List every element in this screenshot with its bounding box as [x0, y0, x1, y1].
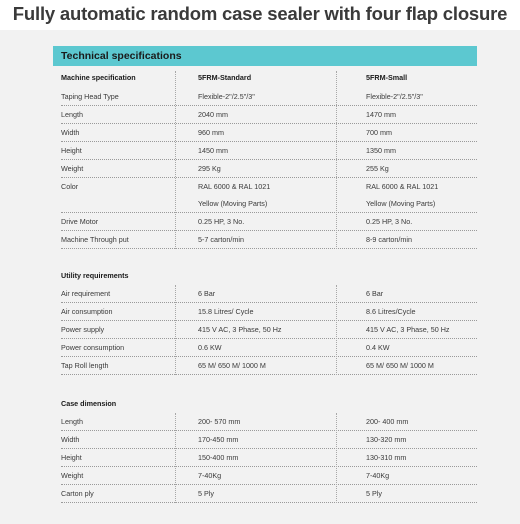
value-line: Flexible-2"/2.5"/3" [366, 92, 423, 101]
spec-label: Air consumption [61, 307, 113, 316]
standard-value [198, 321, 282, 338]
column-divider [336, 413, 337, 503]
table-row [61, 213, 477, 231]
value-line: 65 M/ 650 M/ 1000 M [198, 361, 266, 370]
column-divider [175, 285, 176, 375]
standard-value [198, 413, 240, 430]
value-line: 130-320 mm [366, 435, 407, 444]
value-line: 5 Ply [198, 489, 214, 498]
value-line: 8.6 Litres/Cycle [366, 307, 416, 316]
value-line: 700 mm [366, 128, 392, 137]
small-value [366, 285, 383, 302]
value-line: 15.8 Litres/ Cycle [198, 307, 254, 316]
spec-label: Width [61, 128, 80, 137]
small-value [366, 213, 412, 230]
small-value [366, 231, 412, 248]
spec-label: Taping Head Type [61, 92, 119, 101]
small-value [366, 467, 389, 484]
standard-value [198, 88, 255, 105]
spec-label: Power consumption [61, 343, 125, 352]
table-row [61, 142, 477, 160]
value-line: 415 V AC, 3 Phase, 50 Hz [366, 325, 450, 334]
value-line: 295 Kg [198, 164, 221, 173]
value-line: 6 Bar [366, 289, 384, 298]
small-value [366, 431, 406, 448]
table-row [61, 106, 477, 124]
value-line: 130-310 mm [366, 453, 407, 462]
value-line: 0.6 KW [198, 343, 222, 352]
table-row [61, 231, 477, 249]
spec-label: Height [61, 146, 82, 155]
value-line: Yellow (Moving Parts) [198, 199, 268, 208]
table-row [61, 357, 477, 375]
spec-label: Weight [61, 164, 84, 173]
small-value [366, 160, 389, 177]
column-divider [336, 71, 337, 249]
standard-value [198, 160, 221, 177]
standard-value [198, 231, 244, 248]
spec-label: Air requirement [61, 289, 111, 298]
standard-value [198, 431, 238, 448]
standard-value [198, 449, 238, 466]
section-title-case: Case dimension [61, 399, 117, 408]
value-line: 1450 mm [198, 146, 228, 155]
spec-label: Width [61, 435, 80, 444]
table-row [61, 339, 477, 357]
column-divider [175, 413, 176, 503]
table-row [61, 413, 477, 431]
section-title-utility: Utility requirements [61, 271, 129, 280]
table-row [61, 124, 477, 142]
table-row [61, 178, 477, 213]
value-line: 415 V AC, 3 Phase, 50 Hz [198, 325, 282, 334]
spec-label: Drive Motor [61, 217, 99, 226]
small-value [366, 124, 392, 141]
small-value [366, 88, 423, 105]
standard-value [198, 124, 224, 141]
standard-value [198, 339, 222, 356]
standard-value [198, 106, 228, 123]
value-line: 200- 570 mm [198, 417, 241, 426]
value-line: 7-40Kg [366, 471, 390, 480]
page-title: Fully automatic random case sealer with four flap closure [0, 0, 520, 30]
small-value [366, 357, 434, 374]
spec-label: Length [61, 417, 83, 426]
table-row [61, 88, 477, 106]
table-row [61, 467, 477, 485]
small-value [366, 321, 450, 338]
value-line: 0.25 HP, 3 No. [366, 217, 413, 226]
spec-header-title: Technical specifications [61, 50, 182, 62]
value-line: 5 Ply [366, 489, 382, 498]
spec-label: Power supply [61, 325, 105, 334]
value-line: RAL 6000 & RAL 1021 [366, 182, 439, 191]
value-line: Flexible-2"/2.5"/3" [198, 92, 255, 101]
value-line: 0.4 KW [366, 343, 390, 352]
value-line: 7-40Kg [198, 471, 222, 480]
table-row [61, 285, 477, 303]
spec-label: Height [61, 453, 82, 462]
column-header-small: 5FRM-Small [366, 73, 408, 82]
table-row [61, 485, 477, 503]
value-line: 960 mm [198, 128, 224, 137]
spec-label: Carton ply [61, 489, 94, 498]
small-value [366, 178, 438, 212]
table-row [61, 431, 477, 449]
table-row [61, 449, 477, 467]
spec-label: Tap Roll length [61, 361, 109, 370]
standard-value [198, 213, 244, 230]
column-divider [175, 71, 176, 249]
small-value [366, 106, 396, 123]
value-line: 200- 400 mm [366, 417, 409, 426]
table-row [61, 160, 477, 178]
spec-label: Weight [61, 471, 84, 480]
value-line: 2040 mm [198, 110, 228, 119]
small-value [366, 303, 416, 320]
standard-value [198, 285, 215, 302]
standard-value [198, 303, 254, 320]
value-line: Yellow (Moving Parts) [366, 199, 436, 208]
table-row [61, 303, 477, 321]
value-line: 65 M/ 650 M/ 1000 M [366, 361, 434, 370]
value-line: 6 Bar [198, 289, 216, 298]
value-line: 150-400 mm [198, 453, 239, 462]
value-line: 5-7 carton/min [198, 235, 244, 244]
value-line: 1470 mm [366, 110, 396, 119]
spec-label: Machine Through put [61, 235, 129, 244]
standard-value [198, 357, 266, 374]
small-value [366, 485, 382, 502]
small-value [366, 449, 406, 466]
value-line: RAL 6000 & RAL 1021 [198, 182, 271, 191]
small-value [366, 339, 390, 356]
value-line: 255 Kg [366, 164, 389, 173]
standard-value [198, 178, 270, 212]
small-value [366, 413, 408, 430]
table-row [61, 321, 477, 339]
spec-label: Color [61, 182, 79, 191]
standard-value [198, 467, 221, 484]
value-line: 0.25 HP, 3 No. [198, 217, 245, 226]
column-header-row [61, 69, 477, 86]
value-line: 8-9 carton/min [366, 235, 412, 244]
value-line: 170-450 mm [198, 435, 239, 444]
standard-value [198, 142, 228, 159]
spec-label: Length [61, 110, 83, 119]
small-value [366, 142, 396, 159]
column-divider [336, 285, 337, 375]
column-header-standard: 5FRM-Standard [198, 73, 252, 82]
standard-value [198, 485, 214, 502]
value-line: 1350 mm [366, 146, 396, 155]
column-header-spec: Machine specification [61, 73, 136, 82]
